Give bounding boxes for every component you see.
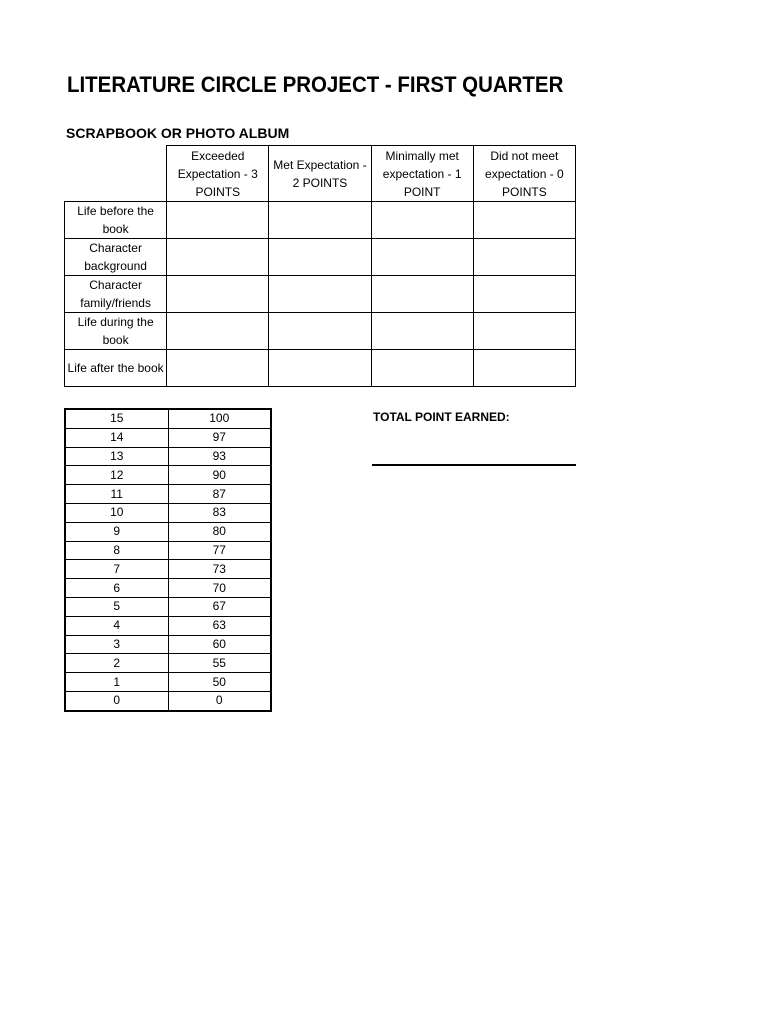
scale-percent: 80 (168, 522, 271, 541)
scale-percent: 67 (168, 597, 271, 616)
scale-points: 14 (65, 428, 168, 447)
scale-row (65, 447, 271, 466)
rubric-score-cell (269, 239, 371, 276)
rubric-score-cell (269, 276, 371, 313)
scale-points: 11 (65, 485, 168, 504)
scale-points: 12 (65, 466, 168, 485)
rubric-score-cell (167, 313, 269, 350)
scale-percent: 83 (168, 503, 271, 522)
scale-points: 15 (65, 409, 168, 428)
scale-points: 5 (65, 597, 168, 616)
scale-points: 4 (65, 616, 168, 635)
rubric-header-met: Met Expectation - 2 POINTS (269, 146, 371, 202)
scale-percent: 100 (168, 409, 271, 428)
page-title: LITERATURE CIRCLE PROJECT - FIRST QUARTER (67, 72, 564, 97)
scale-percent: 55 (168, 654, 271, 673)
scale-row (65, 409, 271, 428)
rubric-row-label: Life during the book (65, 313, 167, 350)
scale-points: 1 (65, 673, 168, 692)
rubric-corner-cell (65, 146, 167, 202)
scale-row (65, 673, 271, 692)
rubric-score-cell (269, 313, 371, 350)
scale-points: 7 (65, 560, 168, 579)
scale-percent: 93 (168, 447, 271, 466)
scale-row (65, 616, 271, 635)
scale-percent: 50 (168, 673, 271, 692)
scale-points: 8 (65, 541, 168, 560)
rubric-score-cell (269, 202, 371, 239)
rubric-score-cell (269, 350, 371, 387)
rubric-row (65, 239, 576, 276)
rubric-row-label: Life before the book (65, 202, 167, 239)
rubric-row (65, 350, 576, 387)
rubric-score-cell (371, 202, 473, 239)
scale-row (65, 541, 271, 560)
scale-percent: 77 (168, 541, 271, 560)
scale-row (65, 485, 271, 504)
scale-points: 6 (65, 579, 168, 598)
scale-row (65, 466, 271, 485)
rubric-row (65, 276, 576, 313)
scale-row (65, 635, 271, 654)
scale-row (65, 522, 271, 541)
scale-points: 0 (65, 691, 168, 710)
scale-row (65, 654, 271, 673)
scale-points: 9 (65, 522, 168, 541)
rubric-score-cell (167, 350, 269, 387)
scale-points: 13 (65, 447, 168, 466)
rubric-header-did-not-meet: Did not meet expectation - 0 POINTS (473, 146, 575, 202)
rubric-score-cell (473, 313, 575, 350)
scale-percent: 73 (168, 560, 271, 579)
scale-points: 2 (65, 654, 168, 673)
rubric-row-label: Life after the book (65, 350, 167, 387)
scale-row (65, 691, 271, 710)
rubric-row (65, 202, 576, 239)
total-points-line (372, 464, 576, 466)
rubric-score-cell (371, 313, 473, 350)
scale-percent: 0 (168, 691, 271, 710)
scale-points: 3 (65, 635, 168, 654)
scale-percent: 97 (168, 428, 271, 447)
grade-scale-table (64, 408, 272, 712)
rubric-header-exceeded: Exceeded Expectation - 3 POINTS (167, 146, 269, 202)
scale-row (65, 560, 271, 579)
rubric-score-cell (371, 239, 473, 276)
scale-percent: 63 (168, 616, 271, 635)
scale-row (65, 503, 271, 522)
scale-row (65, 579, 271, 598)
rubric-score-cell (473, 276, 575, 313)
scale-row (65, 428, 271, 447)
scale-percent: 87 (168, 485, 271, 504)
rubric-score-cell (473, 239, 575, 276)
rubric-score-cell (167, 202, 269, 239)
rubric-score-cell (473, 202, 575, 239)
rubric-header-row (65, 146, 576, 202)
rubric-score-cell (371, 350, 473, 387)
rubric-row-label: Character background (65, 239, 167, 276)
rubric-row-label: Character family/friends (65, 276, 167, 313)
scale-percent: 70 (168, 579, 271, 598)
rubric-score-cell (167, 239, 269, 276)
scale-percent: 90 (168, 466, 271, 485)
scale-points: 10 (65, 503, 168, 522)
rubric-row (65, 313, 576, 350)
rubric-score-cell (473, 350, 575, 387)
scale-percent: 60 (168, 635, 271, 654)
rubric-score-cell (371, 276, 473, 313)
rubric-header-minimally-met: Minimally met expectation - 1 POINT (371, 146, 473, 202)
total-points-label: TOTAL POINT EARNED: (373, 410, 510, 424)
rubric-table (64, 145, 576, 387)
rubric-score-cell (167, 276, 269, 313)
section-title: SCRAPBOOK OR PHOTO ALBUM (66, 125, 290, 141)
scale-row (65, 597, 271, 616)
